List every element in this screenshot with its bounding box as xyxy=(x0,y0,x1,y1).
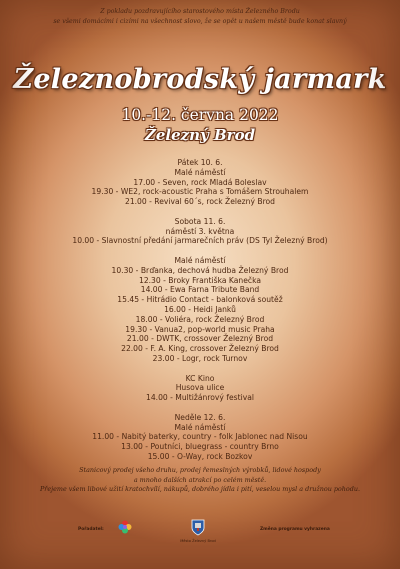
program-line: 10.30 - Brďanka, dechová hudba Železný Brod xyxy=(111,265,289,275)
program-line: Sobota 11. 6. xyxy=(174,216,226,226)
program-line: Pátek 10. 6. xyxy=(177,158,223,167)
bottom-bar xyxy=(0,519,400,547)
program-line: Malé náměstí xyxy=(174,422,226,432)
program-line: 23.00 - Logr, rock Turnov xyxy=(152,353,248,363)
program-line: 14.00 - Multižánrový festival xyxy=(146,393,254,403)
program-line: náměstí 3. května xyxy=(165,226,235,236)
program-line: 13.00 - Poutníci, bluegrass - country Brno xyxy=(121,442,279,452)
program-line: 10.00 - Slavnostní předání jarmarečních práv (DS Tyl Železný Brod) xyxy=(72,236,328,246)
footer-text xyxy=(0,466,400,495)
program-line: 15.45 - Hitrádio Contact - balonková soutěž xyxy=(117,295,283,305)
program-line: 12.30 - Broky Františka Kanečka xyxy=(138,275,261,285)
program-line: Malé náměstí xyxy=(174,167,226,177)
program-line: 19.30 - WE2, rock-acoustic Praha s Tomášem Strouhalem xyxy=(91,187,309,197)
event-place: Železný Brod xyxy=(144,126,256,144)
program-line: Malé náměstí xyxy=(174,255,226,265)
program-line: 21.00 - DWTK, crossover Železný Brod xyxy=(126,334,274,344)
footer-line: Přejeme všem libové užití kratochvílí, nákupů, dobrého jídla i pití, veselou mysl a družnou pohodu. xyxy=(40,485,360,494)
program-line: Husova ulice xyxy=(175,383,225,393)
program-line: KC Kino xyxy=(185,373,215,383)
intro-text xyxy=(0,7,400,26)
program-line: Neděle 12. 6. xyxy=(174,412,226,422)
program-line: 14.00 - Ewa Farna Tribute Band xyxy=(140,285,260,295)
program-spacer xyxy=(0,207,400,217)
poster-title: Železnobrodský jarmark xyxy=(13,64,387,95)
colorful-flower-logo xyxy=(117,519,133,537)
intro-line: se všemi domácími i cizími na všechnost slovo, že se opět u našem městě bude konat slavný xyxy=(53,17,347,25)
program-change-notice: Změna programu vyhrazena xyxy=(260,527,330,532)
town-coat-of-arms-icon xyxy=(191,519,205,538)
program-line: 19.30 - Vanua2, pop-world music Praha xyxy=(125,324,275,334)
program-spacer xyxy=(0,403,400,413)
program-line: 16.00 - Heidi Janků xyxy=(164,304,236,314)
intro-line: Z pokladu pozdravujícího starostového místa Železného Brodu xyxy=(100,8,300,15)
program-line: 15.00 - O-Way, rock Bozkov xyxy=(147,451,253,461)
footer-line: a mnoho dalších atrakcí po celém městě. xyxy=(133,475,267,484)
program-line: 22.00 - F. A. King, crossover Železný Brod xyxy=(121,344,279,354)
program-spacer xyxy=(0,364,400,374)
program-line: 18.00 - Voliéra, rock Železný Brod xyxy=(135,314,265,324)
town-caption: Město Železný Brod xyxy=(180,539,216,543)
program-list xyxy=(0,158,400,462)
organizer-label: Pořadatel: xyxy=(78,527,104,532)
program-line: 11.00 - Nabitý baterky, country - folk Jablonec nad Nisou xyxy=(92,432,308,442)
program-line: 21.00 - Revival 60´s, rock Železný Brod xyxy=(124,197,275,207)
event-dates: 10.-12. června 2022 xyxy=(121,106,279,124)
footer-line: Stanicový prodej všeho druhu, prodej řemeslných výrobků, lidové hospody xyxy=(79,466,321,474)
program-spacer xyxy=(0,246,400,256)
program-line: 17.00 - Seven, rock Mladá Boleslav xyxy=(133,177,267,187)
